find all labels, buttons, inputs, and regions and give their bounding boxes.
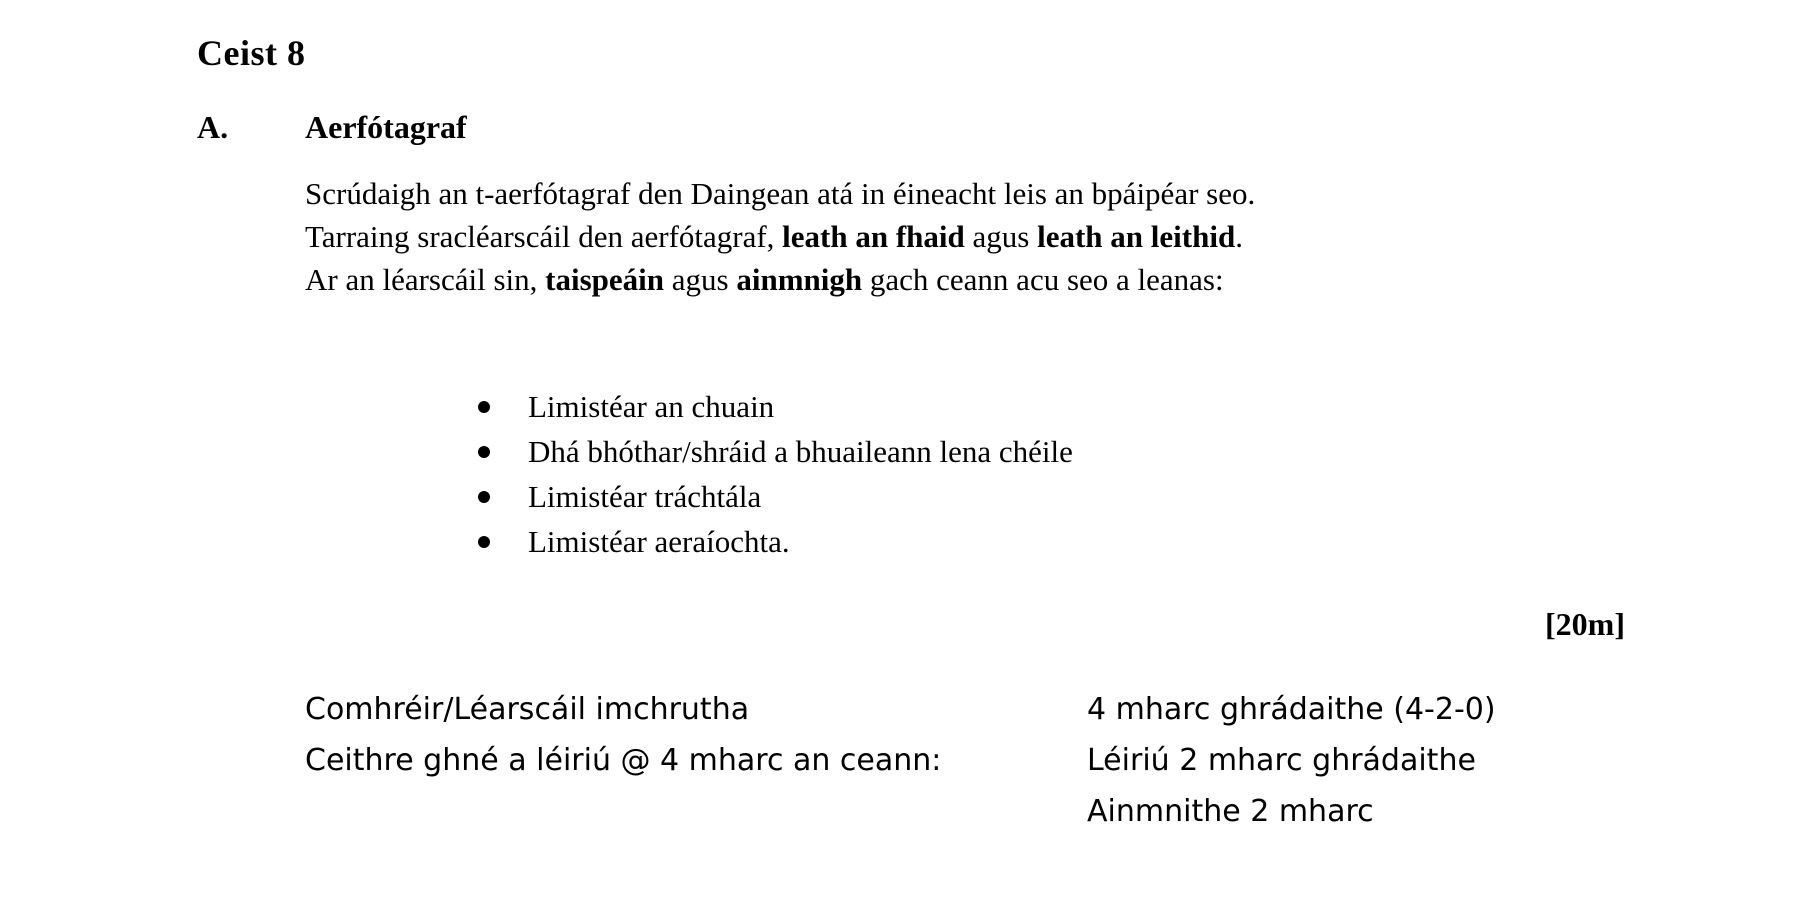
paragraph-line-3-end: gach ceann acu seo a leanas: xyxy=(862,262,1224,297)
scheme-line: Ceithre ghné a léiriú @ 4 mharc an ceann: xyxy=(305,743,942,778)
section-label: A. xyxy=(197,109,229,145)
paragraph-line-2-end: . xyxy=(1235,219,1243,254)
paragraph-line-1: Scrúdaigh an t-aerfótagraf den Daingean atá in éineacht leis an bpáipéar seo. xyxy=(305,176,1256,211)
paragraph-line-2-bold-1: leath an fhaid xyxy=(782,219,965,254)
bullet-icon xyxy=(478,491,490,503)
question-paragraph xyxy=(305,172,1515,301)
bullet-text: Limistéar an chuain xyxy=(528,389,775,424)
scheme-line: 4 mharc ghrádaithe (4-2-0) xyxy=(1087,692,1496,727)
bullet-text: Limistéar aeraíochta. xyxy=(528,524,790,559)
marking-scheme-right xyxy=(1087,684,1496,837)
paragraph-line-3-bold-1: taispeáin xyxy=(545,262,665,297)
list-item xyxy=(478,519,1073,564)
bullet-list xyxy=(478,384,1073,564)
question-heading: Ceist 8 xyxy=(197,33,306,73)
marking-scheme-left xyxy=(305,684,941,786)
section-row xyxy=(197,108,467,146)
list-item xyxy=(478,429,1073,474)
section-title: Aerfótagraf xyxy=(305,109,467,145)
paragraph-line-2-mid: agus xyxy=(964,219,1038,254)
paragraph-line-3-bold-2: ainmnigh xyxy=(736,262,863,297)
paragraph-line-3-mid: agus xyxy=(664,262,737,297)
marks-badge: [20m] xyxy=(1545,606,1625,642)
bullet-icon xyxy=(478,401,490,413)
paragraph-line-2-pre: Tarraing sracléarscáil den aerfótagraf, xyxy=(305,219,783,254)
scheme-line: Comhréir/Léarscáil imchrutha xyxy=(305,692,750,727)
bullet-icon xyxy=(478,446,490,458)
paragraph-line-3-pre: Ar an léarscáil sin, xyxy=(305,262,546,297)
list-item xyxy=(478,474,1073,519)
bullet-text: Limistéar tráchtála xyxy=(528,479,762,514)
list-item xyxy=(478,384,1073,429)
scheme-line: Léiriú 2 mharc ghrádaithe xyxy=(1087,743,1476,778)
bullet-text: Dhá bhóthar/shráid a bhuaileann lena chéile xyxy=(528,434,1073,469)
scheme-line: Ainmnithe 2 mharc xyxy=(1087,794,1374,829)
paragraph-line-2-bold-2: leath an leithid xyxy=(1037,219,1236,254)
bullet-icon xyxy=(478,536,490,548)
